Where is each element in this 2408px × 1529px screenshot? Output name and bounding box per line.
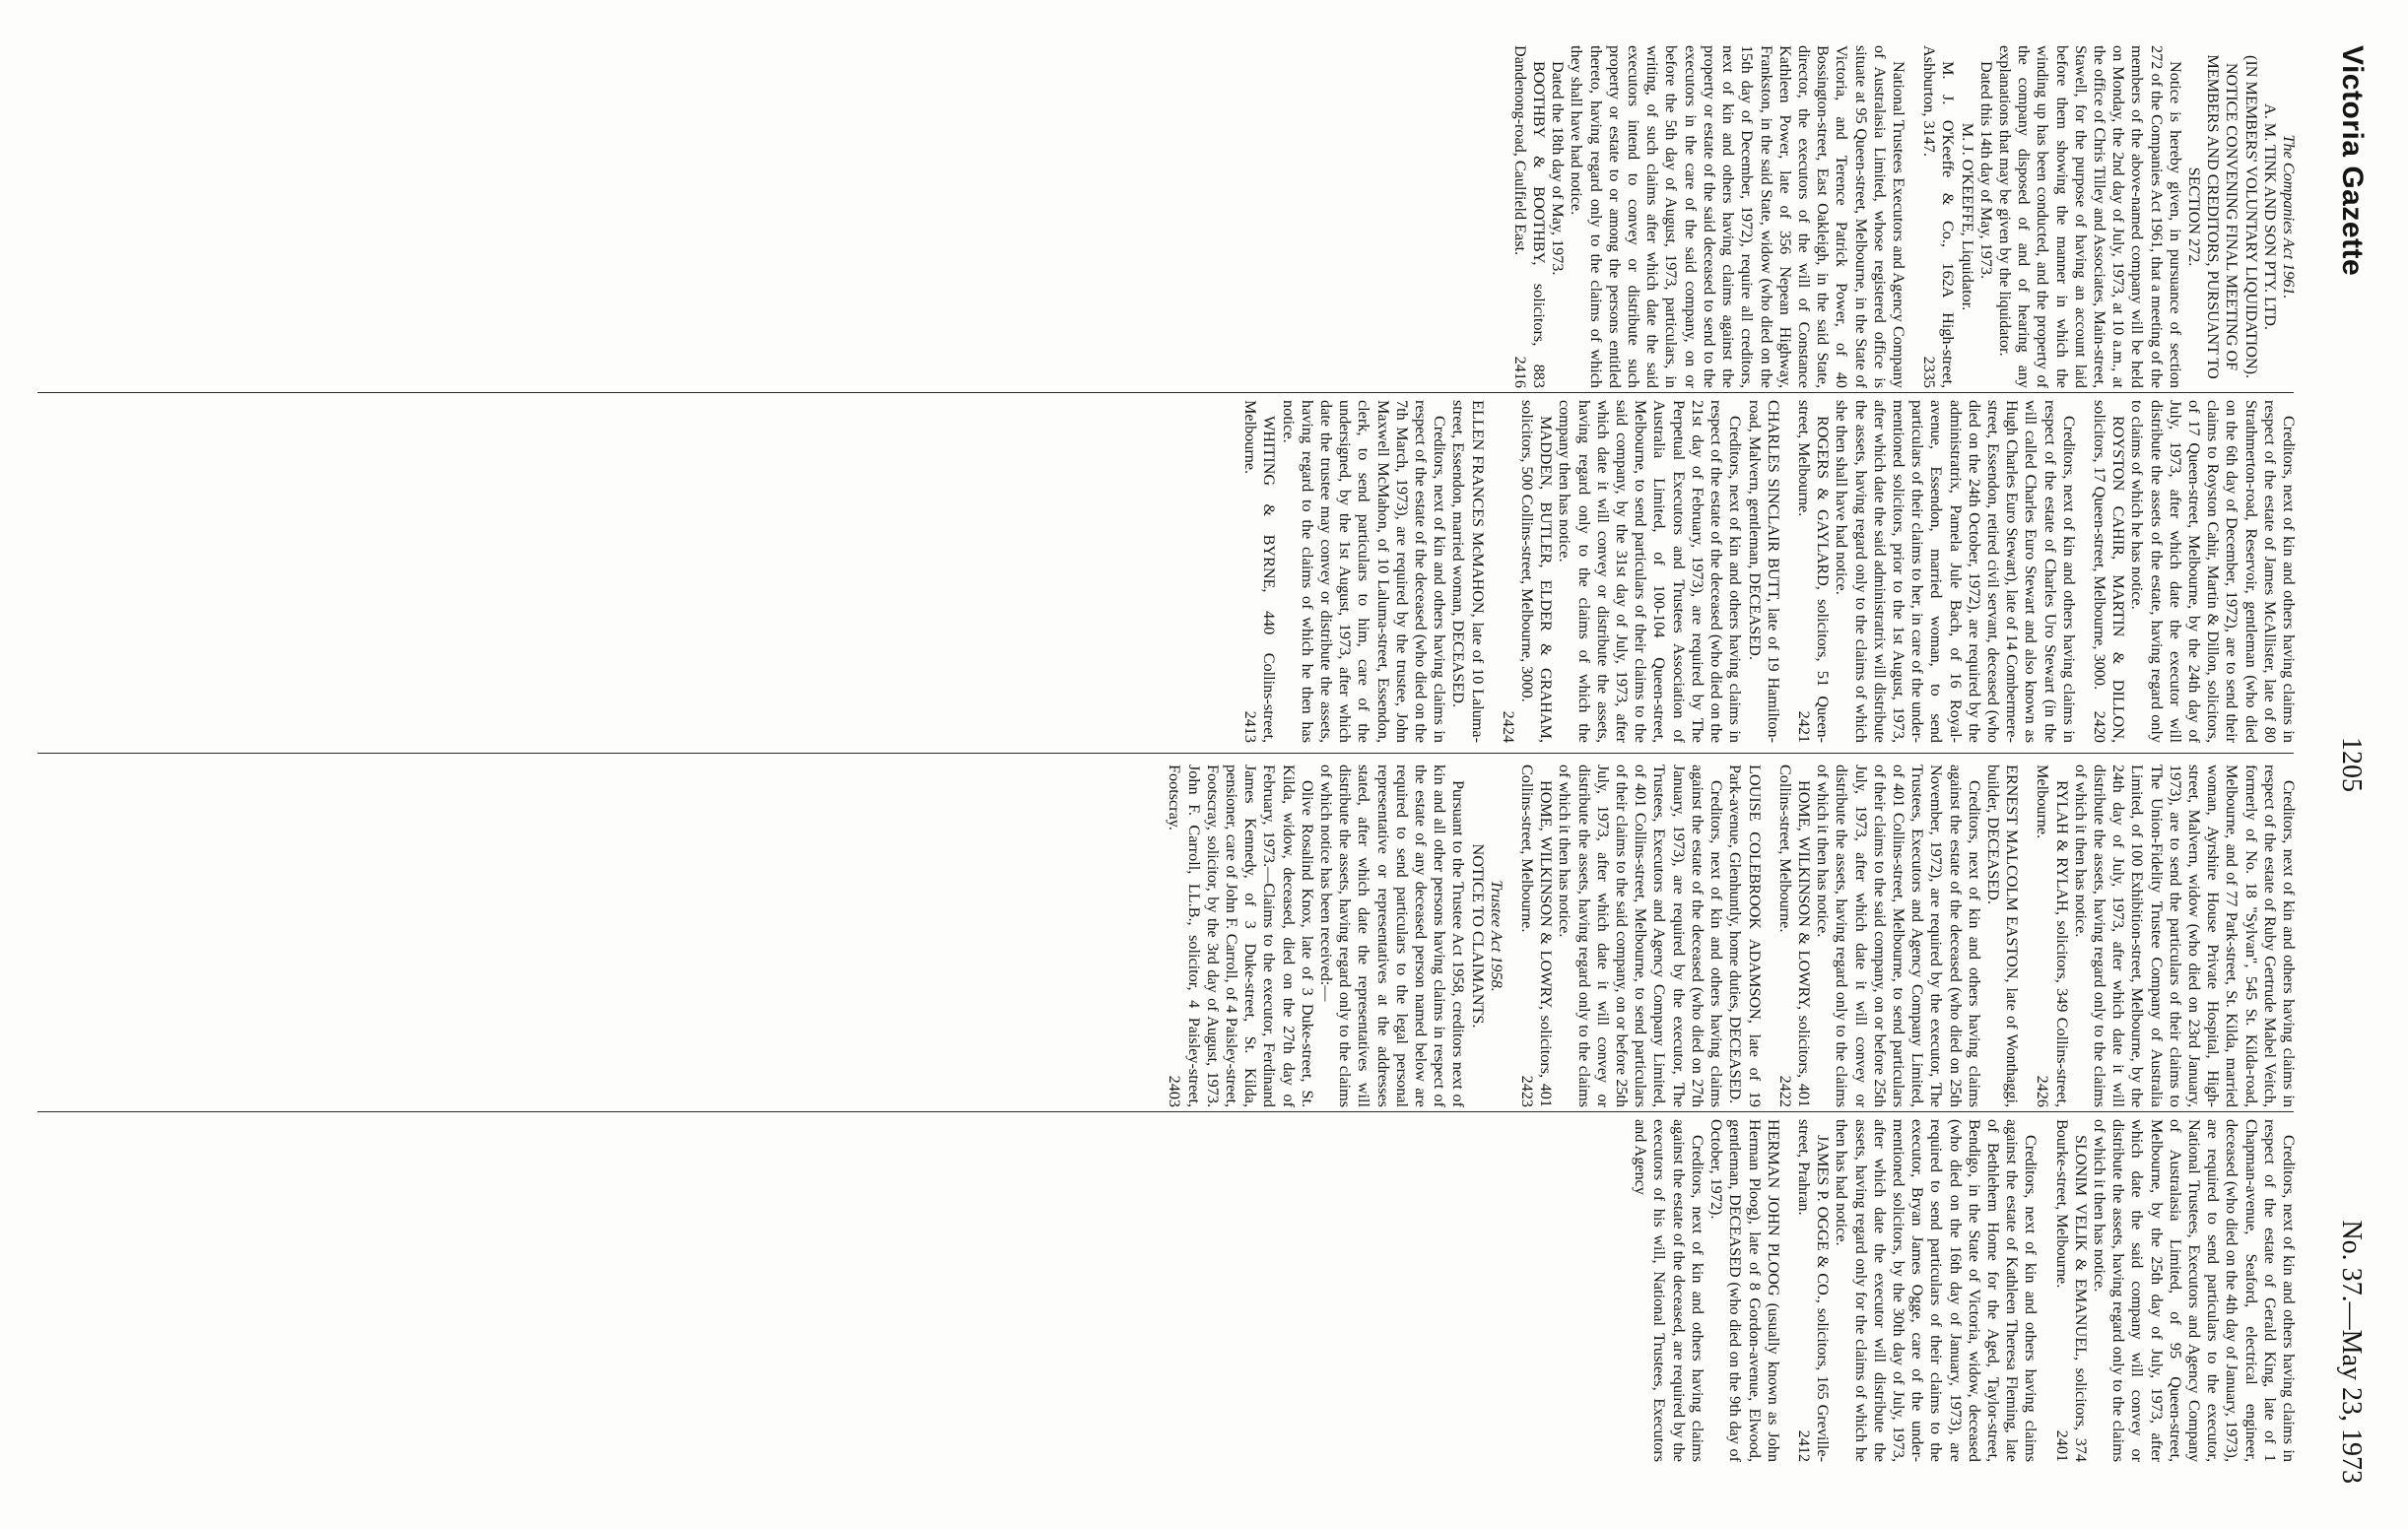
notice-heading: HERMAN JOHN PLOOG (usually known as John Herman Ploog), late of 8 Gordon-avenue, Elwood, gentleman, DECEASED (who died on the 9th day of October, 1972).: [1707, 1119, 1782, 1462]
notice-signature: HOME, WILKINSON & LOWRY, solicitors, 401 Collins-street, Melbourne. 2423: [1518, 764, 1556, 1107]
notice-signature: BOOTHBY & BOOTHBY, solicitors, 883 Dandenong-road, Caulfield East. 2416: [1510, 45, 1549, 388]
notice-stewart-estate: [1794, 400, 2078, 743]
notice-entry: Olive Rosalind Knox, late of 3 Duke-street, St. Kilda, widow, deceased, died on the 27th day of February, 1973.—Claims to the executor, Ferdinand James Kennedy, of 3 Duke-street, St. Kilda, pensioner, care of John F. Carroll, of 4 Paisley-street, Footscray, solicitor, by the 3rd day of August, 1973. John F. Carroll, LL.B., solicitor, 4 Paisley-street, Footscray. 2403: [1166, 764, 1316, 1107]
notice-body: Creditors, next of kin and others having claims in respect of the estate of Ruby Gertrude Mabel Veitch, formerly of No. 18 "Sylvan", 545 St. Kilda-road, Melbourne, and of 77 Park-street, St. Kilda, married woman, Ayrshire House Private Hospital, High-street, Malvern, widow (who died on 23rd January, 1973), are to send the particulars of their claims to The Union-Fidelity Trustee Company of Australia Limited, of 100 Exhibition-street, Melbourne, by the 24th day of July, 1973, after which date it will distribute the assets, having regard only to the claims of which it then has notice.: [2071, 764, 2298, 1107]
notice-number: 2413: [1241, 710, 1260, 743]
notice-body: Creditors, next of kin and others having claims in respect of the estate of the deceased (who died on the 21st day of February, 1973), are required by The Perpetual Executors and Trustees Association of Australia Limited, of 100-104 Queen-street, Melbourne, to send particulars of their claims to the said company, by the 31st day of July, 1973, after which date it will convey or distribute the assets, having regard only to the claims of which the company then has notice.: [1556, 400, 1745, 743]
column-1: [32, 45, 2298, 388]
notice-number: 2335: [1920, 356, 1939, 388]
notice-fleming-estate: [1794, 1119, 2040, 1462]
notice-heading: LOUISE COLEBROOK ADAMSON, late of 19 Park-avenue, Glenhuntly, home duties, DECEASED.: [1726, 764, 1764, 1107]
notice-power-estate: [1510, 45, 1907, 388]
notice-address: M. J. O'Keeffe & Co., 162A High-street, Ashburton, 3147. 2335: [1920, 45, 1958, 388]
notice-number: 2401: [2052, 1429, 2071, 1462]
notice-body: Creditors, next of kin and others having claims against the estate of Kathleen Theresa Fleming, late of Bethlehem Home for the Aged, Taylor-street, Bendigo, in the State of Victoria, widow, deceased (who died on the 16th day of January, 1973), are required to send particulars of their claims to the executor, Bryan James Ogge, care of the under-mentioned solicitors, by the 30th day of July, 1973, after which date the executor will distribute the assets, having regard only for the claims of which he then has had notice.: [1833, 1119, 2040, 1462]
notice-number: 2426: [2034, 1075, 2052, 1107]
page-number: 1205: [2336, 737, 2367, 792]
notice-heading: CHARLES SINCLAIR BUTT, late of 19 Hamilton-road, Malvern, gentleman, DECEASED.: [1745, 400, 1782, 743]
notice-mcmahon-estate: [1240, 400, 1487, 743]
notice-body: Pursuant to the Trustee Act 1958, creditors next of kin and all other persons having claims in respect of the estate of any deceased person named below are required to send particulars to the legal personal representative or representatives at the addresses stated, after which date the representatives will distribute the assets, having regard only to the claims of which notice has been received:—: [1317, 764, 1468, 1107]
notice-signature: ROGERS & GAYLARD, solicitors, 51 Queen-street, Melbourne. 2421: [1794, 400, 1833, 743]
notice-tink-liquidation: [1919, 45, 2298, 388]
notice-mcallister-estate: [2090, 400, 2298, 743]
notice-king-estate: [2051, 1119, 2298, 1462]
act-title: Trustee Act 1958.: [1487, 880, 1505, 992]
liquidation-type: (IN MEMBERS' VOLUNTARY LIQUIDATION).: [2241, 54, 2260, 379]
column-4: [32, 1119, 2298, 1462]
notice-number: 2424: [1499, 710, 1517, 743]
notice-ploog-estate: [1631, 1119, 1782, 1462]
notice-signature: M. J. O'KEEFFE, Liquidator.: [1958, 122, 1976, 311]
notice-body: Creditors, next of kin and others having claims in respect of the estate of James McAllister, late of 80 Strathmerton-road, Reservoir, gentleman (who died on the 6th day of December, 1972), are to send their claims to Royston Cahir, Martin & Dillon, solicitors, of 17 Queen-street, Melbourne, by the 24th day of July, 1973, after which date the executor will distribute the assets of the estate, having regard only to claims of which he has notice.: [2128, 400, 2298, 743]
notice-number: 2416: [1510, 356, 1529, 388]
column-3: [32, 764, 2298, 1107]
notice-signature: SLONIM VELIK & EMANUEL, solicitors, 374 Bourke-street, Melbourne. 2401: [2052, 1119, 2090, 1462]
notice-body: Creditors, next of kin and others having claims against the estate of the deceased, are required by the executors of his will, National Trustees, Executors and Agency: [1632, 1119, 1706, 1462]
notice-dated: Dated this 14th day of May, 1973.: [1976, 61, 1995, 280]
notice-body: Notice is hereby given, in pursuance of section 272 of the Companies Act 1961, that a meeting of the members of the above-named company will be held on Monday, the 2nd day of July, 1973, at 10 a.m., at the office of Chris Tilley and Associates, Main-street, Stawell, for the purpose of having an account laid before them showing the manner in which the winding up has been conducted, and the property of the company disposed of and of hearing any explanations that may be given by the liquidator.: [1995, 45, 2184, 388]
column-rule: [37, 392, 2294, 393]
notice-body: Creditors, next of kin and others having claims in respect of the estate of the deceased (who died on the 7th March, 1973), are required by the trustee, John Maxwell McMahon, of 10 Laluma-street, Essendon, clerk, to send particulars to him, care of the undersigned, by the 1st August, 1973, after which date the trustee may convey or distribute the assets, having regard to the claims of which he then has notice.: [1279, 400, 1449, 743]
notice-heading: NOTICE CONVENING FINAL MEETING OF MEMBERS AND CREDITORS, PURSUANT TO SECTION 272.: [2184, 54, 2241, 379]
page-header: [2315, 45, 2373, 1484]
notice-signature: RYLAH & RYLAH, solicitors, 349 Collins-street, Melbourne. 2426: [2034, 764, 2071, 1107]
notice-body: Creditors, next of kin and others having claims in respect of the estate of Gerald King, late of 1 Chapman-avenue, Seaford, electrical engineer, deceased (who died on the 4th day of January, 1973), are required to send particulars to the executor, National Trustees, Executors and Agency Company of Australasia Limited, of 95 Queen-street, Melbourne, by the 25th day of July, 1973, after which date the said company will convey or distribute the assets, having regard only to the claims of which it then has notice.: [2090, 1119, 2298, 1462]
gazette-title: Victoria Gazette: [2336, 45, 2369, 277]
notice-number: 2420: [2090, 710, 2108, 743]
issue-date: No. 37.—May 23, 1973: [2336, 1220, 2367, 1484]
notice-number: 2403: [1166, 1075, 1184, 1107]
notice-signature: HOME, WILKINSON & LOWRY, solicitors, 401 Collins-street, Melbourne. 2422: [1775, 764, 1813, 1107]
notice-body: Creditors, next of kin and others having claims in respect of the estate of Charles Uro Stewart (in the will called Charles Euro Stewart and also known as Hugh Charles Euro Stewart), late of 14 Combermere-street, Essendon, retired civil servant, deceased (who died on the 24th October, 1972), are required by the administratrix, Pamela Jule Bach, of 16 Royal-avenue, Essendon, married woman, to send particulars of their claims to her, in care of the under-mentioned solicitors, prior to the 1st August, 1973, after which date the said administratrix will distribute the assets, having regard only to the claims of which she then shall have had notice.: [1833, 400, 2078, 743]
company-name: A. M. TINK AND SON PTY. LTD.: [2260, 103, 2279, 330]
notice-butt-estate: [1499, 400, 1782, 743]
notice-trustee-act-claimants: [1165, 764, 1505, 1107]
notice-heading: ELLEN FRANCES McMAHON, late of 10 Laluma-street, Essendon, married woman, DECEASED.: [1449, 400, 1487, 743]
notice-signature: ROYSTON CAHIR, MARTIN & DILLON, solicitors, 17 Queen-street, Melbourne, 3000. 2420: [2090, 400, 2128, 743]
notice-veitch-estate: [2033, 764, 2298, 1107]
notice-heading: NOTICE TO CLAIMANTS.: [1468, 843, 1487, 1029]
notice-adamson-estate: [1517, 764, 1764, 1107]
column-2: [32, 400, 2298, 743]
notice-body: National Trustees Executors and Agency Company of Australasia Limited, whose registered office is situate at 95 Queen-street, Melbourne, in the State of Victoria, and Terence Patrick Power, of 40 Bossington-street, East Oakleigh, in the said State, director, the executors of the will of Constance Kathleen Power, late of 356 Nepean Highway, Frankston, in the said State, widow (who died on the 15th day of December, 1972), require all creditors, next of kin and others having claims against the property or estate of the said deceased to send to the executors in the care of the said company, on or before the 5th day of August, 1973, particulars, in writing, of such claims after which date the said executors intend to convey or distribute such property or estate to or among the persons entitled thereto, having regard only to the claims of which they shall have had notice.: [1568, 45, 1907, 388]
notice-signature: MADDEN, BUTLER, ELDER & GRAHAM, solicitors, 500 Collins-street, Melbourne, 3000. 2424: [1499, 400, 1556, 743]
notice-number: 2423: [1518, 1075, 1537, 1107]
column-rule: [37, 1111, 2294, 1112]
notice-dated: Dated the 18th day of May, 1973.: [1549, 61, 1568, 276]
notice-signature: WHITING & BYRNE, 440 Collins-street, Melbourne. 2413: [1241, 400, 1279, 743]
notice-easton-estate: [1775, 764, 2022, 1107]
notice-number: 2412: [1794, 1429, 1813, 1462]
notice-number: 2422: [1775, 1075, 1794, 1107]
notice-heading: ERNEST MALCOLM EASTON, late of Wonthaggi, builder, DECEASED.: [1983, 764, 2022, 1107]
notice-body: Creditors, next of kin and others having claims against the estate of the deceased (who died on 27th January, 1973), are required by the executor, The Trustees, Executors and Agency Company Limited, of 401 Collins-street, Melbourne, to send particulars of their claims to the said company, on or before 25th July, 1973, after which date it will convey or distribute the assets, having regard only to the claims of which it then has notice.: [1556, 764, 1726, 1107]
column-rule: [37, 753, 2294, 754]
notice-signature: JAMES P. OGGE & CO., solicitors, 165 Greville-street, Prahran. 2412: [1794, 1119, 1833, 1462]
notice-body: Creditors, next of kin and others having claims against the estate of the deceased (who died on 25th November, 1972), are required by the executor, The Trustees, Executors and Agency Company Limited, of 401 Collins-street, Melbourne, to send particulars of their claims to the said company, on or before 25th July, 1973, after which date it will convey or distribute the assets, having regard only to the claims of which it then has notice.: [1814, 764, 1983, 1107]
act-title: The Companies Act 1961.: [2280, 134, 2298, 299]
notice-number: 2421: [1794, 710, 1813, 743]
